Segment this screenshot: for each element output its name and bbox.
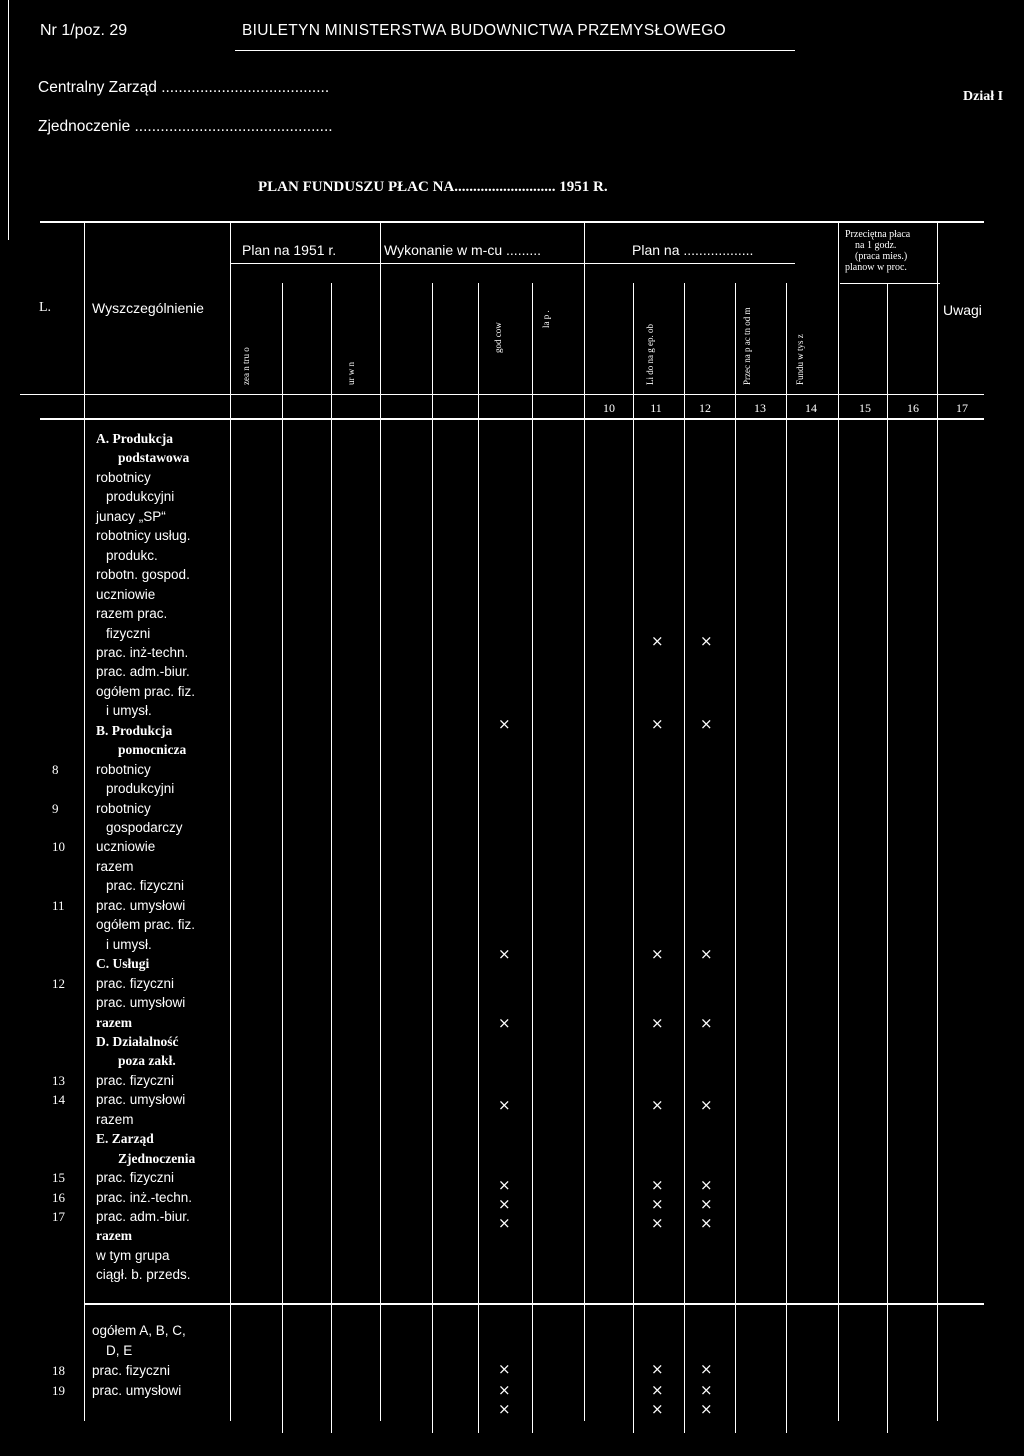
col-line [331,283,332,1433]
row-number: 14 [52,1092,65,1108]
row-label: C. Usługi [96,956,150,972]
subheader-7: Fundu w tys z [795,334,805,385]
row-label: prac. fizyczni [96,1072,175,1088]
row-number: 10 [52,839,65,855]
x-mark: × [498,1096,511,1114]
row-number: 17 [52,1209,65,1224]
row-label: w tym grupa [96,1247,170,1263]
footer-row-label: prac. umysłowi [92,1383,182,1398]
x-mark: × [651,1400,664,1418]
x-mark: × [651,945,664,963]
colnum-16: 16 [907,401,919,415]
colnum-17: 17 [956,401,968,415]
row-label: robotnicy usług. [96,528,191,544]
row-label: D. Działalność [96,1033,179,1049]
przecietna-line-4: planow w proc. [845,262,907,273]
x-mark: × [651,1096,664,1114]
row-label: ciągł. b. przeds. [96,1267,191,1283]
row-label: podstawowa [118,450,190,466]
row-label: i umysł. [106,703,152,719]
przecietna-line-3: (praca mies.) [855,251,908,262]
row-number: 8 [52,761,59,777]
page-title: PLAN FUNDUSZU PŁAC NA........................... 1951 R. [258,179,608,195]
row-label: junacy „SP“ [96,508,166,524]
x-mark: × [700,1381,713,1399]
x-mark: × [700,1360,713,1378]
row-label: prac. inż-techn. [96,644,189,660]
col-line [887,283,888,1433]
footer-row-label: prac. fizyczni [92,1363,171,1378]
header-subrule-2 [840,283,940,284]
subheader-4: la p . [541,310,551,328]
col-line [937,221,938,1421]
wyszczegolnienie-header: Wyszczególnienie [92,300,204,316]
row-label: prac. umysłowi [96,897,186,913]
col-line [230,221,231,1421]
row-label: E. Zarząd [96,1131,154,1147]
bulletin-title: BIULETYN MINISTERSTWA BUDOWNICTWA PRZEMYSŁOWEGO [242,22,727,39]
x-mark: × [498,1176,511,1194]
x-mark: × [651,715,664,733]
row-label: uczniowie [96,839,156,855]
row-number: 12 [52,975,65,991]
colnum-10: 10 [603,401,615,415]
dzial-label: Dział I [963,89,1004,104]
x-mark: × [498,1214,511,1232]
row-label: poza zakł. [118,1053,176,1069]
row-number: 18 [52,1363,65,1378]
colnum-13: 13 [754,401,766,415]
row-label: prac. adm.-biur. [96,664,190,680]
col-line [584,221,585,1421]
row-label: razem [96,1111,134,1127]
x-mark: × [651,1176,664,1194]
row-label: Zjednoczenia [118,1150,196,1166]
subheader-5: Li do na g ep. ob [645,324,655,385]
row-label: robotnicy [96,800,151,816]
x-mark: × [700,715,713,733]
col-line [282,283,283,1433]
row-label: uczniowie [96,586,156,602]
col-line [478,283,479,1433]
przecietna-header [845,229,910,273]
x-mark: × [700,1014,713,1032]
row-label: pomocnicza [118,742,187,758]
subheader-3: god cow [493,322,503,353]
x-mark: × [651,1214,664,1232]
footer-row-label: ogółem A, B, C, [92,1323,186,1338]
row-number: 9 [52,800,59,816]
table-top-rule [40,221,984,223]
x-mark: × [498,1360,511,1378]
x-mark: × [700,945,713,963]
row-label: razem [96,1014,132,1030]
x-mark: × [651,1014,664,1032]
row-label: B. Produkcja [96,722,173,738]
colnum-15: 15 [859,401,871,415]
row-label: robotn. gospod. [96,567,190,583]
footer-row-label: D, E [106,1343,133,1358]
margin-line [8,0,9,240]
row-label: razem prac. [96,606,168,622]
przecietna-line-1: Przeciętna płaca [845,229,911,240]
header-bottom-rule [20,394,984,395]
subheader-1: zea n tru o [241,347,251,385]
row-label: razem [96,1228,132,1244]
row-label: prac. inż.-techn. [96,1189,193,1205]
x-mark: × [651,1195,664,1213]
x-mark: × [651,632,664,650]
colnum-rule [40,418,984,420]
x-mark: × [700,1400,713,1418]
row-label: prac. umysłowi [96,995,186,1011]
row-label: ogółem prac. fiz. [96,683,196,699]
colnum-12: 12 [699,401,711,415]
row-number: 13 [52,1072,65,1088]
x-mark: × [700,1195,713,1213]
row-number: 11 [52,897,65,913]
x-mark: × [498,1014,511,1032]
subheader-6: Przec na p ac tn od m [742,307,752,385]
row-number: 16 [52,1189,65,1205]
plan-na-header: Plan na .................. [632,242,754,258]
row-label: razem [96,858,134,874]
col-line [838,221,839,1421]
row-label: robotnicy [96,761,151,777]
x-mark: × [651,1381,664,1399]
footer-rule [84,1303,984,1305]
row-label: i umysł. [106,936,152,952]
x-mark: × [498,715,511,733]
row-label: robotnicy [96,469,151,485]
row-label: prac. adm.-biur. [96,1209,190,1224]
row-label: A. Produkcja [96,431,174,446]
col-line [532,283,533,1433]
przecietna-line-2: na 1 godz. [855,240,897,251]
x-mark: × [651,1360,664,1378]
col-line [380,221,381,1421]
x-mark: × [700,632,713,650]
wykonanie-header: Wykonanie w m-cu ......... [384,242,542,258]
x-mark: × [498,1381,511,1399]
colnum-11: 11 [650,401,662,415]
row-label: prac. fizyczni [96,1170,175,1186]
colnum-14: 14 [805,401,817,415]
row-label: prac. fizyczni [96,975,175,991]
lp-header: L. [39,300,52,315]
centralny-zarzad-field: Centralny Zarząd ....................................... [38,79,330,96]
row-label: ogółem prac. fiz. [96,917,196,933]
row-label: produkc. [106,547,158,563]
issue-number: Nr 1/poz. 29 [40,22,128,39]
col-line [684,283,685,1433]
row-label: prac. fizyczni [106,878,185,894]
row-label: gospodarczy [106,820,183,835]
row-number: 19 [52,1383,65,1398]
header-rule [235,50,795,51]
col-line [786,283,787,1433]
subheader-2: ur w n [346,362,356,385]
zjednoczenie-field: Zjednoczenie .............................................. [38,118,333,135]
row-label: produkcyjni [106,781,175,797]
col-line [633,283,634,1433]
row-label: produkcyjni [106,489,175,505]
uwagi-header: Uwagi [943,302,982,318]
row-label: prac. umysłowi [96,1092,186,1108]
x-mark: × [498,945,511,963]
col-line [735,283,736,1433]
col-line [84,221,85,1421]
x-mark: × [498,1195,511,1213]
x-mark: × [700,1096,713,1114]
row-number: 15 [52,1170,65,1186]
x-mark: × [700,1214,713,1232]
row-label: fizyczni [106,625,151,641]
plan-1951-header: Plan na 1951 r. [242,242,337,258]
header-subrule [230,263,795,264]
x-mark: × [498,1400,511,1418]
col-line [432,283,433,1433]
x-mark: × [700,1176,713,1194]
